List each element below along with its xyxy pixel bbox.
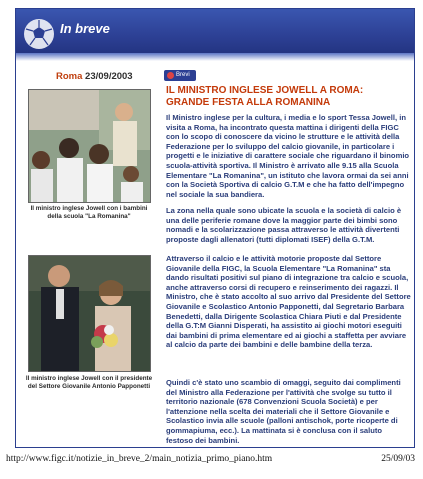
- tag-dot-icon: [167, 72, 174, 79]
- article-headline: IL MINISTRO INGLESE JOWELL A ROMA: GRANDE FESTA ALLA ROMANINA: [166, 85, 364, 108]
- photo-caption: Il ministro inglese Jowell con i bambini della scuola "La Romanina": [30, 205, 148, 220]
- photo-caption: Il ministro inglese Jowell con il presidente del Settore Giovanile Antonio Papponetti: [25, 375, 153, 390]
- soccer-ball-icon: [22, 17, 56, 51]
- article-paragraph: Il Ministro inglese per la cultura, i media e lo sport Tessa Jowell, in visita a Roma, ha incontrato questa mattina i dirigenti della FIGC con lo scopo di conoscere da vicino le strutture e le attività della Federazione per lo sviluppo del calcio giovanile, in particolare i progetti e le iniziative di carattere sociale che riguardano il binomio scuola-attività sportiva. Il Ministro è arrivato alle 9.15 alla Scuola Elementare "La Romanina", un istituto che lavora ormai da sei anni con la Società Sportiva di calcio G.T.M e che ha fatto dell'impegno nel sociale la sua bandiera.: [166, 113, 410, 199]
- photo-minister-with-president: [28, 255, 151, 372]
- banner-fade: [16, 53, 414, 61]
- photo-minister-with-children: [28, 89, 151, 203]
- printed-page: [15, 8, 415, 448]
- print-footer-url: http://www.figc.it/notizie_in_breve_2/main_notizia_primo_piano.htm: [6, 454, 273, 464]
- section-banner: [16, 9, 414, 61]
- print-footer-date: 25/09/03: [381, 454, 415, 464]
- category-tag: [164, 70, 196, 81]
- section-title: In breve: [60, 21, 110, 36]
- article-city: Roma: [56, 71, 83, 82]
- article-date: 23/09/2003: [85, 71, 133, 82]
- article-paragraph: Attraverso il calcio e le attività motorie proposte dal Settore Giovanile della FIGC, la Scuola Elementare "La Romanina" sta dando risultati positivi sul piano di integrazione tra calcio e scuola, anche attraverso corsi di recupero e reinserimento dei ragazzi. Il Ministro, che è stato accolto al suo arrivo dal Presidente del Settore Giovanile e Scolastico Antonio Papponetti, dal Segretario Barbara Benedetti, dalla Dirigente Scolastica Chiara Piuti e dal Presidente della G.T:M Gianni Disperati, ha assistito ai giochi motori eseguiti dai bambini di prima elementare ed ai giochi a staffetta per avviare al calcio da parte dei bambini e delle bambine della terza.: [166, 254, 411, 350]
- article-paragraph: La zona nella quale sono ubicate la scuola e la società di calcio è una delle periferie romane dove la maggior parte dei bimbi sono nomadi e la scolarizzazione passa attraverso le attività divertenti proposte dagli allenatori (tutti diplomati ISEF) della G.T.M.: [166, 206, 402, 244]
- article-dateline: [56, 71, 133, 82]
- article-paragraph: Quindi c'è stato uno scambio di omaggi, seguito dai complimenti del Ministro alla Federazione per l'attività che svolge su tutto il territorio nazionale (678 Convenzioni Scuola Società) e per l'attenzione nella scelta dei materiali che il Settore Giovanile e Scolastico invia alle scuole (palloni antischok, porte ricoperte di gommapiuma, ecc.). La mattinata si è conclusa con il saluto festoso dei bambini.: [166, 378, 401, 445]
- category-tag-label: Brevi: [176, 72, 190, 78]
